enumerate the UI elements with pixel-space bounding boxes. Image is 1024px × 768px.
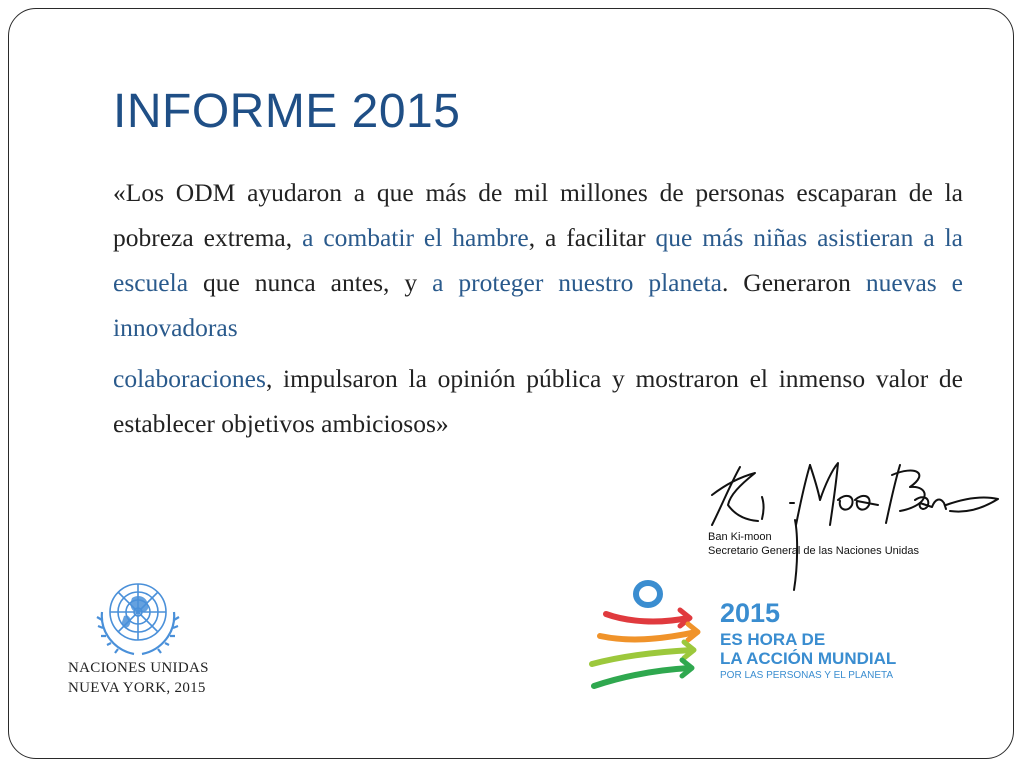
campaign-line-2: LA ACCIÓN MUNDIAL bbox=[720, 649, 897, 668]
quote-highlight: que más niñas asistieran a la escuela bbox=[113, 223, 963, 297]
slide-title: INFORME 2015 bbox=[113, 85, 461, 138]
quote-segment: «Los ODM ayudaron a que más de mil millones de personas escaparan de la pobreza extrema, bbox=[113, 178, 963, 252]
campaign-year: 2015 bbox=[720, 598, 781, 628]
quote-highlight: nuevas e innovadoras bbox=[113, 268, 963, 342]
un-logo-caption bbox=[68, 658, 209, 698]
signature-caption bbox=[708, 530, 919, 558]
campaign-arrows-icon bbox=[588, 572, 708, 697]
signatory-role: Secretario General de las Naciones Unidas bbox=[708, 545, 919, 557]
signature-image bbox=[700, 455, 1005, 595]
campaign-line-1: ES HORA DE bbox=[720, 630, 826, 649]
quote-segment: . Generaron bbox=[721, 268, 866, 297]
quote-highlight: colaboraciones bbox=[113, 364, 266, 393]
quote-text bbox=[113, 170, 963, 446]
quote-segment: , a facilitar bbox=[528, 223, 656, 252]
quote-segment: , impulsaron la opinión pública y mostraron el inmenso valor de establecer objetivos ambiciosos» bbox=[113, 364, 963, 438]
campaign-line-3: POR LAS PERSONAS Y EL PLANETA bbox=[720, 670, 894, 681]
campaign-logo-text bbox=[720, 600, 896, 681]
quote-highlight: a proteger nuestro planeta bbox=[432, 268, 722, 297]
un-name: NACIONES UNIDAS bbox=[68, 660, 209, 676]
quote-segment: que nunca antes, y bbox=[188, 268, 433, 297]
un-emblem-icon bbox=[88, 570, 188, 660]
signatory-name: Ban Ki-moon bbox=[708, 531, 772, 543]
quote-highlight: a combatir el hambre bbox=[302, 223, 529, 252]
un-location: NUEVA YORK, 2015 bbox=[68, 680, 206, 696]
